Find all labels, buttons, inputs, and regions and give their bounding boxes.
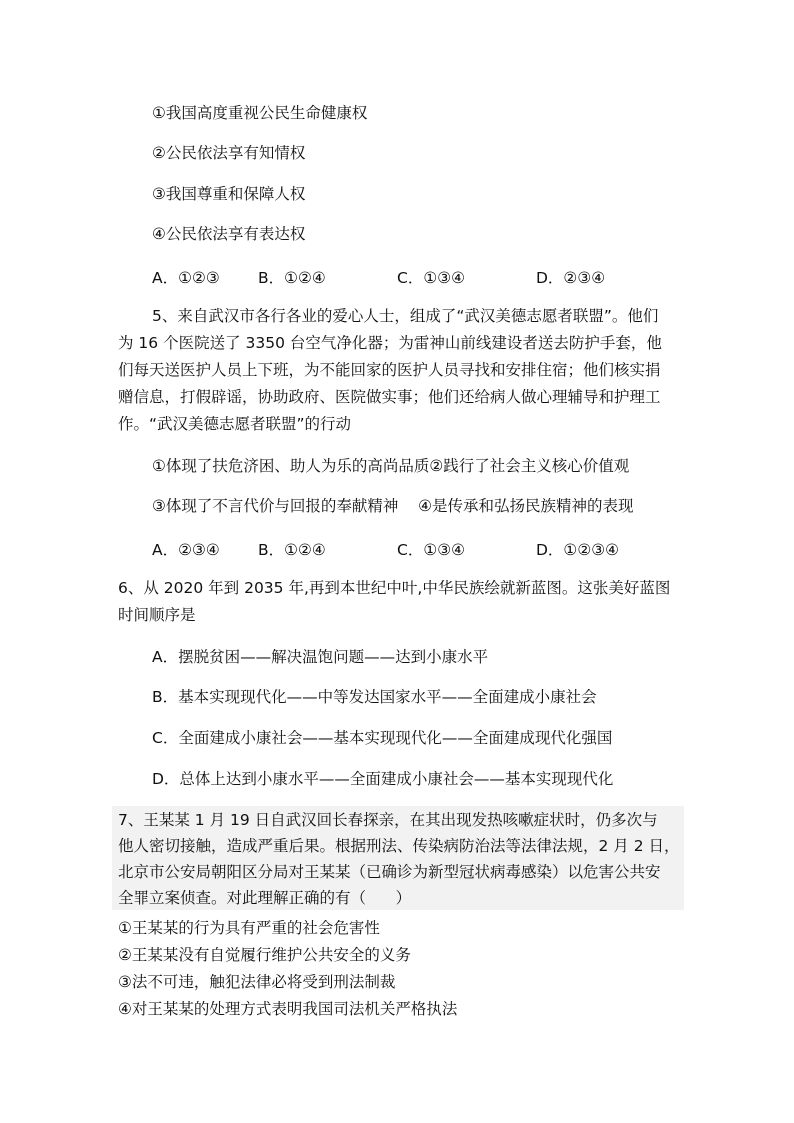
q5-stem-line-2: 为 16 个医院送了 3350 台空气净化器；为雷神山前线建设者送去防护手套，他 <box>118 334 662 352</box>
q5-stem-line-3: 们每天送医护人员上下班，为不能回家的医护人员寻找和安排住宿；他们核实捐 <box>118 361 661 379</box>
q5-stem-line-4: 赠信息，打假辟谣，协助政府、医院做实事；他们还给病人做心理辅导和护理工 <box>118 388 661 406</box>
q7-item-4: ④对王某某的处理方式表明我国司法机关严格执法 <box>118 1000 458 1018</box>
q7-item-1: ①王某某的行为具有严重的社会危害性 <box>118 919 380 937</box>
q5-stem-line-5: 作。“武汉美德志愿者联盟”的行动 <box>118 415 352 433</box>
q6-option-c: C．全面建成小康社会——基本实现现代化——全面建成现代化强国 <box>152 729 613 747</box>
q7-item-3: ③法不可违，触犯法律必将受到刑法制裁 <box>118 973 396 991</box>
q5-stem-line-1: 5、来自武汉市各行各业的爱心人士，组成了“武汉美德志愿者联盟”。他们 <box>152 307 659 325</box>
q5-item-2: ③体现了不言代价与回报的奉献精神 ④是传承和弘扬民族精神的表现 <box>152 497 634 515</box>
q5-item-1: ①体现了扶危济困、助人为乐的高尚品质②践行了社会主义核心价值观 <box>152 457 630 475</box>
q4-item-2: ②公民依法享有知情权 <box>152 144 306 162</box>
q7-stem-line-1: 7、王某某 1 月 19 日自武汉回长春探亲，在其出现发热咳嗽症状时，仍多次与 <box>118 811 658 829</box>
q4-option-d: D．②③④ <box>536 269 606 287</box>
q6-stem-line-2: 时间顺序是 <box>118 606 196 624</box>
q4-item-1: ①我国高度重视公民生命健康权 <box>152 104 368 122</box>
q7-stem-line-3: 北京市公安局朝阳区分局对王某某（已确诊为新型冠状病毒感染）以危害公共安 <box>118 863 661 881</box>
q4-option-b: B．①②④ <box>258 269 326 287</box>
q5-option-d: D．①②③④ <box>536 541 620 559</box>
q7-stem-line-2: 他人密切接触，造成严重后果。根据刑法、传染病防治法等法律法规，2 月 2 日， <box>118 837 680 855</box>
q6-option-a: A．摆脱贫困——解决温饱问题——达到小康水平 <box>152 648 489 666</box>
q4-option-a: A．①②③ <box>152 269 220 287</box>
q6-option-d: D．总体上达到小康水平——全面建成小康社会——基本实现现代化 <box>152 770 614 788</box>
q4-item-4: ④公民依法享有表达权 <box>152 225 306 243</box>
q5-option-a: A．②③④ <box>152 541 220 559</box>
q6-option-b: B．基本实现现代化——中等发达国家水平——全面建成小康社会 <box>152 688 597 706</box>
q4-item-3: ③我国尊重和保障人权 <box>152 185 306 203</box>
q6-stem-line-1: 6、从 2020 年到 2035 年,再到本世纪中叶,中华民族绘就新蓝图。这张美好蓝图 <box>118 579 671 597</box>
q5-option-c: C．①③④ <box>397 541 466 559</box>
q7-item-2: ②王某某没有自觉履行维护公共安全的义务 <box>118 946 411 964</box>
q4-option-c: C．①③④ <box>397 269 466 287</box>
q7-stem-line-4: 全罪立案侦查。对此理解正确的有（ ） <box>118 889 412 907</box>
q5-option-b: B．①②④ <box>258 541 326 559</box>
